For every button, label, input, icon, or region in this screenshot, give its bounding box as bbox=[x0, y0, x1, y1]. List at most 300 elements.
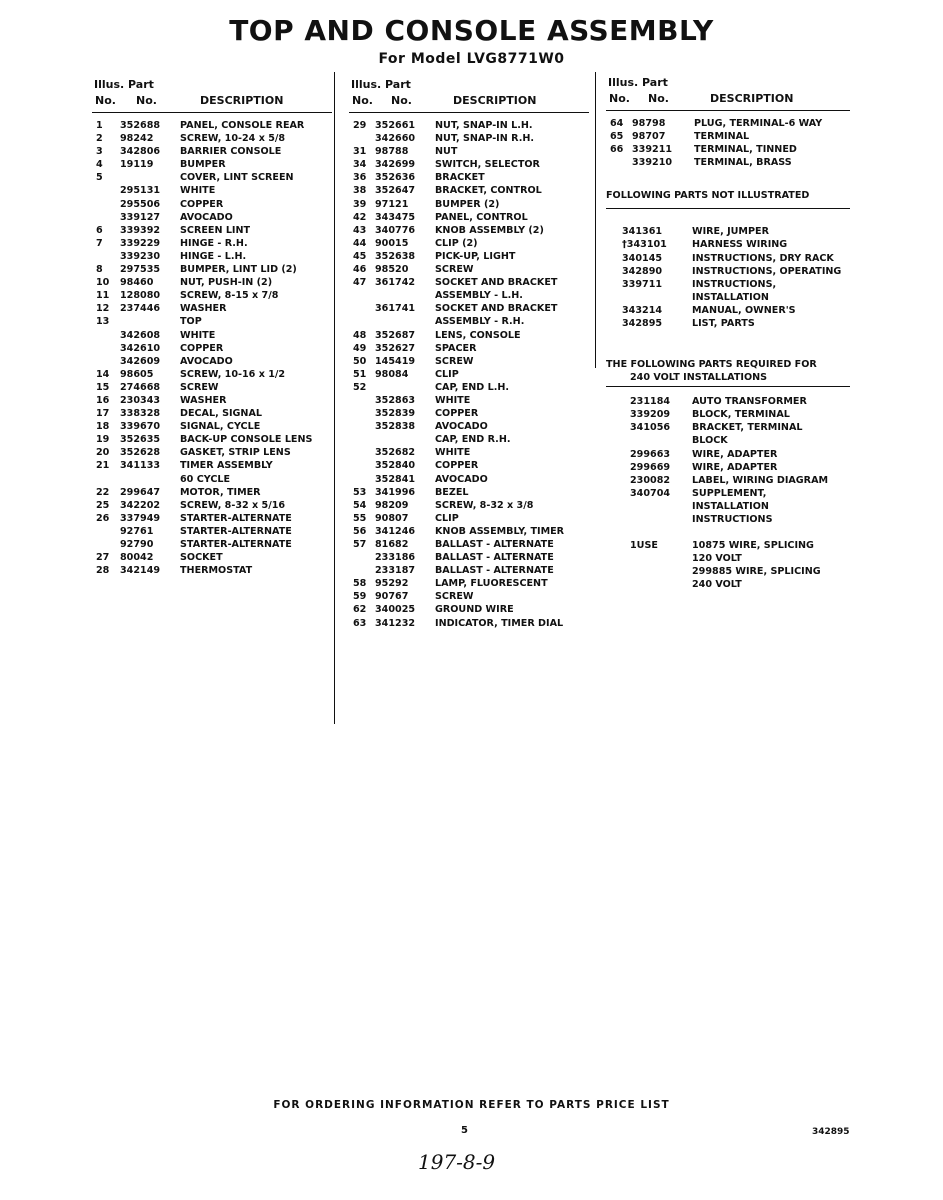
part-number: 342890 bbox=[622, 265, 663, 277]
part-number: 339209 bbox=[630, 409, 671, 421]
part-description: LIST, PARTS bbox=[692, 318, 755, 330]
part-number: 337949 bbox=[120, 512, 161, 524]
part-description: SCREW bbox=[180, 381, 219, 393]
parts-row bbox=[606, 408, 850, 421]
part-description: SIGNAL, CYCLE bbox=[180, 421, 261, 433]
part-number: 339211 bbox=[632, 144, 673, 156]
parts-row bbox=[92, 368, 332, 381]
part-description: ASSEMBLY - L.H. bbox=[435, 290, 523, 302]
part-number: 343475 bbox=[375, 211, 416, 223]
parts-row bbox=[92, 158, 332, 171]
part-number: 274668 bbox=[120, 381, 161, 393]
parts-row bbox=[349, 433, 589, 446]
part-number: 98084 bbox=[375, 368, 409, 380]
parts-row bbox=[606, 304, 850, 317]
illus-number: 58 bbox=[353, 578, 367, 590]
part-number: †343101 bbox=[622, 239, 667, 251]
illus-number: 19 bbox=[96, 434, 110, 446]
part-number: 295506 bbox=[120, 198, 161, 210]
parts-row bbox=[606, 265, 850, 278]
parts-row bbox=[349, 538, 589, 551]
part-description: PICK-UP, LIGHT bbox=[435, 250, 516, 262]
parts-row bbox=[92, 512, 332, 525]
parts-row bbox=[349, 132, 589, 145]
illus-number: 42 bbox=[353, 211, 367, 223]
parts-row bbox=[349, 617, 589, 630]
part-number: 341056 bbox=[630, 422, 671, 434]
parts-row bbox=[92, 486, 332, 499]
parts-row bbox=[606, 552, 850, 565]
header-description: DESCRIPTION bbox=[710, 92, 794, 105]
part-number: 352661 bbox=[375, 120, 416, 131]
parts-row bbox=[606, 238, 850, 251]
part-description: INSTALLATION bbox=[692, 500, 769, 512]
parts-row bbox=[606, 291, 850, 304]
parts-row bbox=[92, 237, 332, 250]
illus-number: 18 bbox=[96, 421, 110, 433]
part-number: 98209 bbox=[375, 499, 409, 511]
part-description: TERMINAL bbox=[694, 131, 750, 143]
not-illustrated-list bbox=[606, 225, 850, 330]
part-number: 338328 bbox=[120, 408, 161, 420]
part-number: 90807 bbox=[375, 512, 409, 524]
illus-number: 59 bbox=[353, 591, 367, 603]
part-description: BACK-UP CONSOLE LENS bbox=[180, 434, 313, 446]
parts-row bbox=[606, 117, 850, 130]
page-subtitle: For Model LVG8771W0 bbox=[378, 51, 565, 67]
illus-number: 52 bbox=[353, 381, 367, 393]
part-description: TERMINAL, BRASS bbox=[694, 157, 792, 169]
part-number: 342609 bbox=[120, 355, 161, 367]
illus-number: 38 bbox=[353, 185, 367, 197]
header-part-no: No. bbox=[391, 94, 412, 107]
part-number: 341246 bbox=[375, 525, 416, 537]
part-description: INDICATOR, TIMER DIAL bbox=[435, 617, 564, 629]
parts-row bbox=[92, 145, 332, 158]
part-description: CAP, END R.H. bbox=[435, 434, 511, 446]
parts-row bbox=[606, 578, 850, 591]
column-header bbox=[92, 78, 332, 112]
part-description: BUMPER, LINT LID (2) bbox=[180, 264, 297, 276]
parts-row bbox=[349, 486, 589, 499]
part-number: 339229 bbox=[120, 237, 161, 249]
part-description: WHITE bbox=[435, 447, 471, 459]
parts-row bbox=[92, 433, 332, 446]
parts-row bbox=[606, 448, 850, 461]
part-description: PANEL, CONSOLE REAR bbox=[180, 120, 305, 131]
part-description: BRACKET, TERMINAL bbox=[692, 422, 803, 434]
handwritten-note: 197-8-9 bbox=[418, 1150, 496, 1174]
parts-row bbox=[606, 487, 850, 500]
parts-row bbox=[349, 276, 589, 289]
parts-row bbox=[92, 459, 332, 472]
parts-row bbox=[349, 564, 589, 577]
header-part-no: No. bbox=[136, 94, 157, 107]
header-description: DESCRIPTION bbox=[200, 94, 284, 107]
illus-number: 51 bbox=[353, 368, 367, 380]
part-number: 92790 bbox=[120, 539, 154, 550]
part-number: 352647 bbox=[375, 185, 416, 197]
part-description: MANUAL, OWNER'S bbox=[692, 304, 796, 316]
part-description: STARTER-ALTERNATE bbox=[180, 525, 292, 537]
parts-row bbox=[349, 355, 589, 368]
parts-row bbox=[606, 539, 850, 552]
part-description: STARTER-ALTERNATE bbox=[180, 539, 292, 550]
parts-row bbox=[92, 263, 332, 276]
parts-list bbox=[606, 117, 850, 169]
part-number: 352682 bbox=[375, 447, 416, 459]
parts-row bbox=[606, 421, 850, 434]
parts-row bbox=[606, 252, 850, 265]
part-description: GASKET, STRIP LENS bbox=[180, 447, 291, 459]
illus-number: 36 bbox=[353, 172, 367, 184]
part-number: 1USE bbox=[630, 540, 658, 552]
parts-row bbox=[606, 461, 850, 474]
part-description: COVER, LINT SCREEN bbox=[180, 172, 294, 184]
part-number: 230082 bbox=[630, 474, 671, 486]
parts-row bbox=[92, 132, 332, 145]
part-number: 98788 bbox=[375, 146, 409, 158]
parts-row bbox=[92, 355, 332, 368]
part-description: INSTRUCTIONS, bbox=[692, 278, 777, 290]
section-rule bbox=[606, 386, 850, 387]
part-number: 145419 bbox=[375, 355, 416, 367]
part-number: 19119 bbox=[120, 159, 154, 171]
part-number: 97121 bbox=[375, 198, 409, 210]
parts-row bbox=[349, 342, 589, 355]
column-header bbox=[349, 78, 589, 112]
part-number: 340704 bbox=[630, 487, 671, 499]
illus-number: 20 bbox=[96, 447, 110, 459]
part-number: 361742 bbox=[375, 277, 416, 289]
part-description: SCREEN LINT bbox=[180, 224, 251, 236]
part-number: 342806 bbox=[120, 146, 161, 158]
part-number: 339127 bbox=[120, 211, 161, 223]
illus-number: 27 bbox=[96, 552, 110, 564]
illus-number: 21 bbox=[96, 460, 110, 472]
part-number: 340025 bbox=[375, 604, 416, 616]
parts-row bbox=[92, 381, 332, 394]
volt240-title-2: 240 VOLT INSTALLATIONS bbox=[630, 372, 768, 384]
parts-row bbox=[349, 289, 589, 302]
part-description: LABEL, WIRING DIAGRAM bbox=[692, 474, 829, 486]
part-description: BARRIER CONSOLE bbox=[180, 146, 282, 158]
part-number: 339392 bbox=[120, 224, 161, 236]
part-number: 352687 bbox=[375, 329, 416, 341]
parts-row bbox=[349, 381, 589, 394]
parts-row bbox=[92, 407, 332, 420]
part-description: INSTRUCTIONS, DRY RACK bbox=[692, 252, 834, 264]
part-number: 343214 bbox=[622, 304, 663, 316]
illus-number: 26 bbox=[96, 512, 110, 524]
header-rule bbox=[606, 110, 850, 111]
parts-row bbox=[349, 263, 589, 276]
part-description: BLOCK bbox=[692, 435, 728, 447]
parts-row bbox=[606, 474, 850, 487]
part-description: CLIP (2) bbox=[435, 237, 478, 249]
illus-number: 5 bbox=[96, 172, 103, 184]
part-number: 352863 bbox=[375, 394, 416, 406]
part-description: 120 VOLT bbox=[692, 553, 742, 565]
part-description: SCREW, 8-15 x 7/8 bbox=[180, 290, 279, 302]
parts-row bbox=[349, 368, 589, 381]
illus-number: 56 bbox=[353, 525, 367, 537]
part-description: COPPER bbox=[435, 460, 479, 472]
parts-row bbox=[349, 184, 589, 197]
part-description: SPACER bbox=[435, 342, 477, 354]
document-number: 342895 bbox=[812, 1127, 850, 1137]
parts-list bbox=[92, 119, 332, 577]
part-description: TERMINAL, TINNED bbox=[694, 144, 797, 156]
part-description: NUT, SNAP-IN R.H. bbox=[435, 133, 535, 145]
part-number: 341996 bbox=[375, 486, 416, 498]
illus-number: 29 bbox=[353, 120, 367, 131]
parts-row bbox=[349, 211, 589, 224]
part-number: 128080 bbox=[120, 290, 161, 302]
part-description: ASSEMBLY - R.H. bbox=[435, 316, 525, 328]
part-description: KNOB ASSEMBLY (2) bbox=[435, 224, 544, 236]
part-number: 98520 bbox=[375, 264, 409, 276]
header-illus-no: No. bbox=[352, 94, 373, 107]
part-description: SCREW, 8-32 x 3/8 bbox=[435, 499, 534, 511]
part-description: BLOCK, TERMINAL bbox=[692, 409, 790, 421]
illus-number: 15 bbox=[96, 381, 110, 393]
part-number: 342660 bbox=[375, 133, 416, 145]
header-rule bbox=[349, 112, 589, 113]
part-description: BUMPER (2) bbox=[435, 198, 500, 210]
part-number: 339711 bbox=[622, 278, 663, 290]
part-description: BEZEL bbox=[435, 486, 469, 498]
part-number: 341232 bbox=[375, 617, 416, 629]
column-header bbox=[606, 76, 850, 110]
parts-row bbox=[349, 237, 589, 250]
part-description: SOCKET bbox=[180, 552, 223, 564]
part-description: WIRE, ADAPTER bbox=[692, 461, 778, 473]
parts-row bbox=[92, 276, 332, 289]
part-number: 98798 bbox=[632, 118, 666, 129]
parts-row bbox=[606, 434, 850, 447]
parts-row bbox=[92, 315, 332, 328]
part-number: 233187 bbox=[375, 565, 416, 577]
parts-row bbox=[349, 329, 589, 342]
parts-row bbox=[92, 329, 332, 342]
part-number: 352839 bbox=[375, 408, 416, 420]
volt240-title-1: THE FOLLOWING PARTS REQUIRED FOR bbox=[606, 359, 817, 371]
header-rule bbox=[92, 112, 332, 113]
parts-column-3 bbox=[606, 76, 850, 592]
part-number: 339210 bbox=[632, 157, 673, 169]
part-description: WASHER bbox=[180, 394, 227, 406]
part-description: AVOCADO bbox=[180, 211, 233, 223]
part-description: AUTO TRANSFORMER bbox=[692, 396, 807, 408]
part-number: 352841 bbox=[375, 473, 416, 485]
part-number: 342699 bbox=[375, 159, 416, 171]
part-description: SWITCH, SELECTOR bbox=[435, 159, 540, 171]
illus-number: 16 bbox=[96, 394, 110, 406]
illus-number: 55 bbox=[353, 512, 367, 524]
header-illus-no: No. bbox=[95, 94, 116, 107]
parts-row bbox=[92, 538, 332, 551]
parts-row bbox=[92, 211, 332, 224]
parts-row bbox=[349, 603, 589, 616]
illus-number: 8 bbox=[96, 264, 103, 276]
column-divider bbox=[595, 72, 596, 368]
parts-row bbox=[92, 394, 332, 407]
parts-row bbox=[349, 224, 589, 237]
part-description: CLIP bbox=[435, 368, 459, 380]
parts-row bbox=[349, 119, 589, 132]
part-description: SUPPLEMENT, bbox=[692, 487, 767, 499]
parts-row bbox=[349, 302, 589, 315]
part-number: 352840 bbox=[375, 460, 416, 472]
part-description: AVOCADO bbox=[180, 355, 233, 367]
part-description: BALLAST - ALTERNATE bbox=[435, 539, 554, 550]
parts-row bbox=[349, 250, 589, 263]
part-description: INSTRUCTIONS bbox=[692, 513, 773, 525]
part-number: 98707 bbox=[632, 131, 666, 143]
part-description: NUT, SNAP-IN L.H. bbox=[435, 120, 533, 131]
parts-row bbox=[606, 130, 850, 143]
parts-row bbox=[349, 459, 589, 472]
part-number: 342149 bbox=[120, 565, 161, 577]
parts-row bbox=[349, 499, 589, 512]
part-description: THERMOSTAT bbox=[180, 565, 253, 577]
part-number: 341133 bbox=[120, 460, 161, 472]
part-description: BRACKET, CONTROL bbox=[435, 185, 542, 197]
part-description: SOCKET AND BRACKET bbox=[435, 303, 558, 315]
part-description: KNOB ASSEMBLY, TIMER bbox=[435, 525, 565, 537]
part-description: SCREW bbox=[435, 264, 474, 276]
part-description: SOCKET AND BRACKET bbox=[435, 277, 558, 289]
illus-number: 22 bbox=[96, 486, 110, 498]
part-description: STARTER-ALTERNATE bbox=[180, 512, 292, 524]
part-description: CLIP bbox=[435, 512, 459, 524]
parts-row bbox=[606, 156, 850, 169]
part-number: 352635 bbox=[120, 434, 161, 446]
part-number: 299647 bbox=[120, 486, 161, 498]
part-description: WHITE bbox=[180, 329, 216, 341]
part-description: WIRE, ADAPTER bbox=[692, 448, 778, 460]
parts-row bbox=[606, 526, 850, 539]
illus-number: 14 bbox=[96, 368, 110, 380]
parts-row bbox=[92, 250, 332, 263]
part-description: 60 CYCLE bbox=[180, 473, 231, 485]
parts-row bbox=[349, 407, 589, 420]
illus-number: 1 bbox=[96, 120, 103, 131]
parts-row bbox=[349, 158, 589, 171]
illus-number: 12 bbox=[96, 303, 110, 315]
part-description: TOP bbox=[180, 316, 202, 328]
parts-row bbox=[349, 551, 589, 564]
part-description: GROUND WIRE bbox=[435, 604, 514, 616]
part-description: PANEL, CONTROL bbox=[435, 211, 528, 223]
parts-row bbox=[92, 473, 332, 486]
illus-number: 28 bbox=[96, 565, 110, 577]
part-description: COPPER bbox=[180, 198, 224, 210]
illus-number: 4 bbox=[96, 159, 103, 171]
column-divider bbox=[334, 72, 335, 724]
parts-row bbox=[92, 564, 332, 577]
parts-row bbox=[349, 473, 589, 486]
part-number: 230343 bbox=[120, 394, 161, 406]
illus-number: 3 bbox=[96, 146, 103, 158]
part-number: 233186 bbox=[375, 552, 416, 564]
parts-row bbox=[92, 289, 332, 302]
parts-row bbox=[349, 420, 589, 433]
parts-row bbox=[606, 225, 850, 238]
part-number: 297535 bbox=[120, 264, 161, 276]
parts-row bbox=[349, 446, 589, 459]
not-illustrated-title: FOLLOWING PARTS NOT ILLUSTRATED bbox=[606, 190, 810, 202]
parts-row bbox=[349, 577, 589, 590]
illus-number: 31 bbox=[353, 146, 367, 158]
parts-row bbox=[92, 342, 332, 355]
illus-number: 66 bbox=[610, 144, 624, 156]
part-description: 240 VOLT bbox=[692, 579, 742, 591]
parts-row bbox=[92, 525, 332, 538]
part-description: BUMPER bbox=[180, 159, 226, 171]
part-number: 299669 bbox=[630, 461, 671, 473]
illus-number: 13 bbox=[96, 316, 110, 328]
header-description: DESCRIPTION bbox=[453, 94, 537, 107]
illus-number: 53 bbox=[353, 486, 367, 498]
illus-number: 6 bbox=[96, 224, 103, 236]
parts-row bbox=[349, 394, 589, 407]
part-description: LAMP, FLUORESCENT bbox=[435, 578, 548, 590]
part-number: 352627 bbox=[375, 342, 416, 354]
part-description: HINGE - L.H. bbox=[180, 250, 247, 262]
part-description: COPPER bbox=[435, 408, 479, 420]
illus-number: 17 bbox=[96, 408, 110, 420]
part-number: 339230 bbox=[120, 250, 161, 262]
volt240-list bbox=[606, 395, 850, 591]
header-part-no: No. bbox=[648, 92, 669, 105]
page-title: TOP AND CONSOLE ASSEMBLY bbox=[229, 14, 714, 47]
illus-number: 10 bbox=[96, 277, 110, 289]
part-number: 352636 bbox=[375, 172, 416, 184]
part-description: PLUG, TERMINAL-6 WAY bbox=[694, 118, 823, 129]
part-description: SCREW bbox=[435, 591, 474, 603]
illus-number: 54 bbox=[353, 499, 367, 511]
part-number: 231184 bbox=[630, 396, 671, 408]
header-illus-part: Illus. Part bbox=[94, 78, 154, 91]
part-number: 352838 bbox=[375, 421, 416, 433]
part-description: NUT bbox=[435, 146, 458, 158]
part-description: SCREW, 10-16 x 1/2 bbox=[180, 368, 286, 380]
parts-row bbox=[92, 224, 332, 237]
part-number: 92761 bbox=[120, 525, 154, 537]
parts-row bbox=[606, 143, 850, 156]
illus-number: 64 bbox=[610, 118, 624, 129]
part-number: 90015 bbox=[375, 237, 409, 249]
part-description: WIRE, JUMPER bbox=[692, 226, 769, 238]
part-description: INSTRUCTIONS, OPERATING bbox=[692, 265, 842, 277]
parts-row bbox=[92, 420, 332, 433]
illus-number: 45 bbox=[353, 250, 367, 262]
illus-number: 65 bbox=[610, 131, 624, 143]
illus-number: 63 bbox=[353, 617, 367, 629]
part-number: 95292 bbox=[375, 578, 409, 590]
part-description: SCREW, 8-32 x 5/16 bbox=[180, 499, 286, 511]
part-number: 80042 bbox=[120, 552, 154, 564]
part-description: AVOCADO bbox=[435, 421, 488, 433]
parts-row bbox=[606, 278, 850, 291]
parts-row bbox=[92, 184, 332, 197]
header-illus-no: No. bbox=[609, 92, 630, 105]
part-description: TIMER ASSEMBLY bbox=[180, 460, 273, 472]
part-number: 295131 bbox=[120, 185, 161, 197]
part-number: 342895 bbox=[622, 318, 663, 330]
